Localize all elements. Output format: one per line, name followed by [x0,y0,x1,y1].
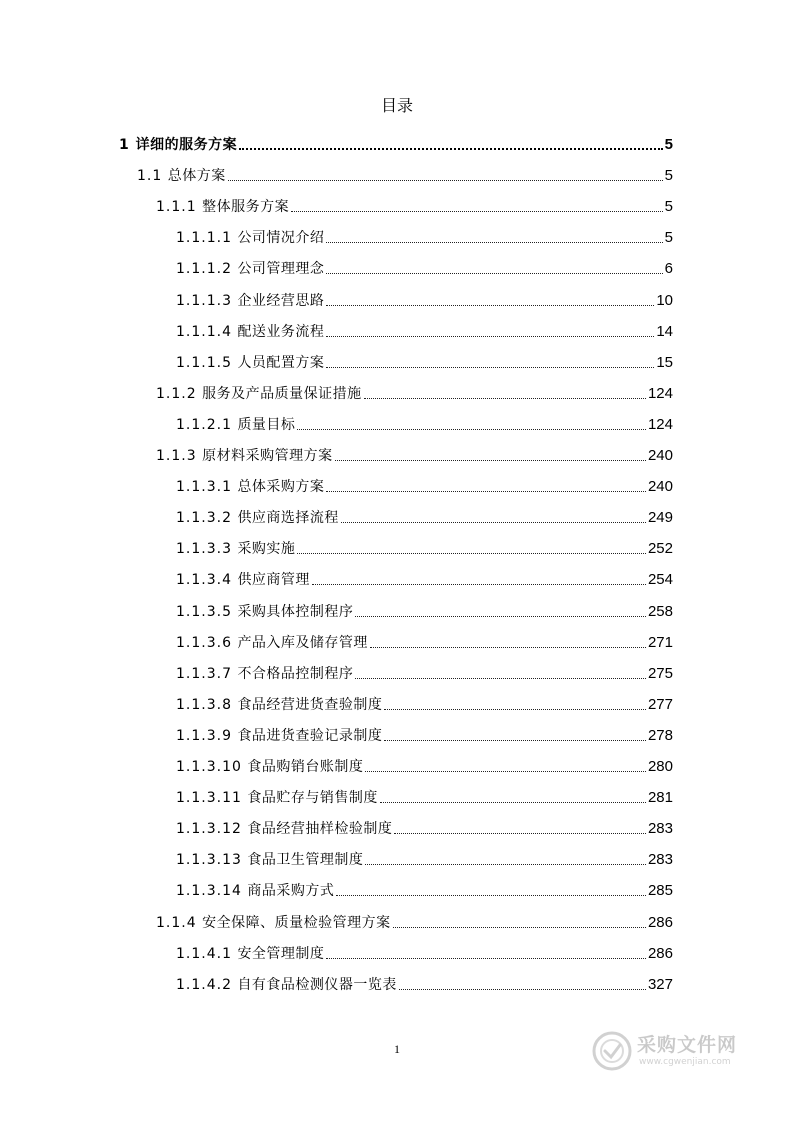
toc-dot-leader [312,583,646,585]
toc-dot-leader [326,241,662,243]
toc-entry-title: 食品进货查验记录制度 [237,727,383,744]
toc-entry[interactable] [176,229,673,247]
toc-entry-number: 1.1.4 [156,914,203,931]
toc-entry-title: 安全管理制度 [237,945,325,962]
toc-entry-page: 254 [647,571,673,589]
toc-dot-leader [380,801,646,803]
toc-dot-leader [326,957,646,959]
toc-entry[interactable] [176,976,673,994]
toc-entry[interactable] [176,478,673,496]
toc-entry[interactable] [156,385,673,403]
toc-entry-title: 食品卫生管理制度 [247,852,364,869]
toc-entry[interactable] [176,540,673,558]
toc-entry-title: 服务及产品质量保证措施 [202,385,362,402]
toc-entry-title: 整体服务方案 [202,199,290,216]
toc-dot-leader [399,988,646,990]
toc-entry-page: 15 [656,353,673,371]
toc-entry-page: 285 [647,882,673,900]
toc-dot-leader [326,304,654,306]
toc-entry-title: 不合格品控制程序 [237,665,354,682]
toc-entry-page: 240 [647,447,673,464]
toc-entry-page: 277 [647,695,673,713]
toc-entry-title: 安全保障、质量检验管理方案 [202,914,391,931]
toc-entry[interactable] [156,914,673,932]
toc-dot-leader [341,521,646,523]
toc-entry-number: 1.1.1.2 [176,261,238,278]
toc-entry-title: 产品入库及储存管理 [237,634,368,651]
toc-entry-page: 252 [647,540,673,558]
toc-entry-title: 食品贮存与销售制度 [247,790,378,807]
toc-entry-title: 食品经营进货查验制度 [237,696,383,713]
toc-entry[interactable] [137,167,673,185]
toc-entry-number: 1.1.1.1 [176,230,238,247]
toc-dot-leader [384,739,646,741]
toc-entry-title: 企业经营思路 [237,292,325,309]
toc-entry[interactable] [176,603,673,621]
toc-dot-leader [355,615,646,617]
toc-entry-page: 283 [647,851,673,869]
watermark [591,1028,751,1074]
toc-entry[interactable] [176,354,673,372]
toc-entry-page: 286 [647,913,673,931]
toc-entry-page: 124 [647,384,673,402]
toc-entry-number: 1.1.2 [156,385,203,402]
toc-entry-page: 249 [647,509,673,527]
toc-entry-title: 食品经营抽样检验制度 [247,821,393,838]
page-title: 目录 [380,96,413,115]
watermark-url: www.cgwenjian.com [639,1057,731,1067]
toc-entry[interactable] [119,136,673,154]
toc-entry-number: 1.1.3.9 [176,727,238,744]
toc-entry[interactable] [176,727,673,745]
toc-dot-leader [326,490,646,492]
toc-entry-page: 271 [647,633,673,651]
toc-dot-leader [326,272,662,274]
toc-entry-number: 1.1.3.2 [176,510,238,527]
toc-dot-leader [297,552,646,554]
toc-entry-page: 278 [647,726,673,744]
toc-entry-number: 1 [119,137,136,153]
toc-entry-number: 1.1.3.3 [176,541,238,558]
watermark-text: 采购文件网 [637,1034,738,1056]
toc-entry-number: 1.1.3.5 [176,603,238,620]
toc-entry-number: 1.1.3.6 [176,634,238,651]
toc-entry-page: 327 [647,975,673,993]
toc-entry-page: 6 [664,260,673,278]
toc-entry-page: 124 [647,415,673,433]
toc-entry-page: 5 [664,198,673,216]
toc-entry-title: 公司管理理念 [237,261,325,278]
toc-entry[interactable] [176,851,673,869]
watermark-logo-icon [591,1030,633,1072]
toc-entry[interactable] [176,634,673,652]
toc-entry-page: 14 [656,322,673,340]
toc-entry-title: 人员配置方案 [237,354,325,371]
toc-entry-page: 275 [647,664,673,682]
page-number: 1 [394,1042,400,1056]
toc-entry-page: 5 [664,229,673,247]
toc-entry-title: 详细的服务方案 [135,137,238,153]
toc-entry-title: 供应商选择流程 [237,510,339,527]
toc-entry-number: 1.1.4.2 [176,976,238,993]
toc-dot-leader [239,147,663,150]
toc-entry-page: 258 [647,602,673,620]
toc-entry[interactable] [176,696,673,714]
toc-dot-leader [365,770,646,772]
toc-entry-page: 5 [664,136,673,153]
toc-entry-page: 283 [647,820,673,838]
toc-dot-leader [384,708,646,710]
toc-entry-number: 1.1.3.7 [176,665,238,682]
toc-entry[interactable] [176,416,673,434]
toc-entry-title: 原材料采购管理方案 [202,448,333,464]
toc-entry[interactable] [176,882,673,900]
toc-entry-title: 配送业务流程 [237,323,325,340]
toc-entry-number: 1.1.3.14 [176,883,248,900]
toc-entry-number: 1.1.1 [156,199,203,216]
toc-entry[interactable] [176,260,673,278]
toc-entry-title: 总体采购方案 [237,479,325,496]
toc-entry[interactable] [176,323,673,341]
toc-entry-number: 1.1.3.1 [176,479,238,496]
toc-entry[interactable] [156,447,673,465]
toc-entry[interactable] [176,665,673,683]
toc-entry-title: 食品购销台账制度 [247,759,364,775]
toc-entry-number: 1.1.1.5 [176,354,238,371]
toc-entry-number: 1.1.3.10 [176,759,248,775]
toc-entry-number: 1.1.3.8 [176,696,238,713]
toc-entry[interactable] [176,820,673,838]
toc-entry[interactable] [176,292,673,310]
toc-entry[interactable] [156,198,673,216]
toc-entry-page: 5 [664,167,673,185]
toc-entry-title: 采购具体控制程序 [237,603,354,620]
toc-entry-title: 公司情况介绍 [237,230,325,247]
toc-dot-leader [326,335,654,337]
toc-entry-number: 1.1.1.3 [176,292,238,309]
toc-entry-title: 总体方案 [167,168,226,185]
toc-entry-title: 供应商管理 [237,572,310,589]
toc-entry[interactable] [176,789,673,807]
toc-dot-leader [364,397,646,399]
toc-dot-leader [394,832,646,834]
toc-dot-leader [393,926,646,928]
toc-entry-number: 1.1.1.4 [176,323,238,340]
toc-entry-title: 自有食品检测仪器一览表 [237,976,397,993]
toc-entry-number: 1.1.2.1 [176,416,238,433]
toc-entry-title: 质量目标 [237,416,296,433]
toc-entry-number: 1.1.4.1 [176,945,238,962]
toc-entry-page: 281 [647,789,673,807]
toc-entry-page: 286 [647,944,673,962]
toc-entry-number: 1.1 [137,168,168,185]
toc-entry-number: 1.1.3.4 [176,572,238,589]
toc-dot-leader [291,210,663,212]
toc-dot-leader [326,366,654,368]
toc-entry-page: 240 [647,478,673,496]
toc-dot-leader [297,428,646,430]
toc-dot-leader [336,894,646,896]
toc-entry-page: 10 [656,291,673,309]
toc-entry-title: 采购实施 [237,541,296,558]
toc-entry-title: 商品采购方式 [247,883,335,900]
toc-entry[interactable] [176,509,673,527]
toc-entry-number: 1.1.3.11 [176,790,248,807]
toc-entry[interactable] [176,571,673,589]
toc-entry-number: 1.1.3.13 [176,852,248,869]
toc-entry[interactable] [176,758,673,776]
toc-entry[interactable] [176,945,673,963]
toc-entry-page: 280 [647,758,673,775]
toc-dot-leader [355,677,646,679]
toc-entry-number: 1.1.3 [156,448,203,464]
toc-dot-leader [365,863,646,865]
toc-dot-leader [370,646,646,648]
toc-dot-leader [228,179,663,181]
toc-dot-leader [335,459,646,461]
toc-entry-number: 1.1.3.12 [176,821,248,838]
